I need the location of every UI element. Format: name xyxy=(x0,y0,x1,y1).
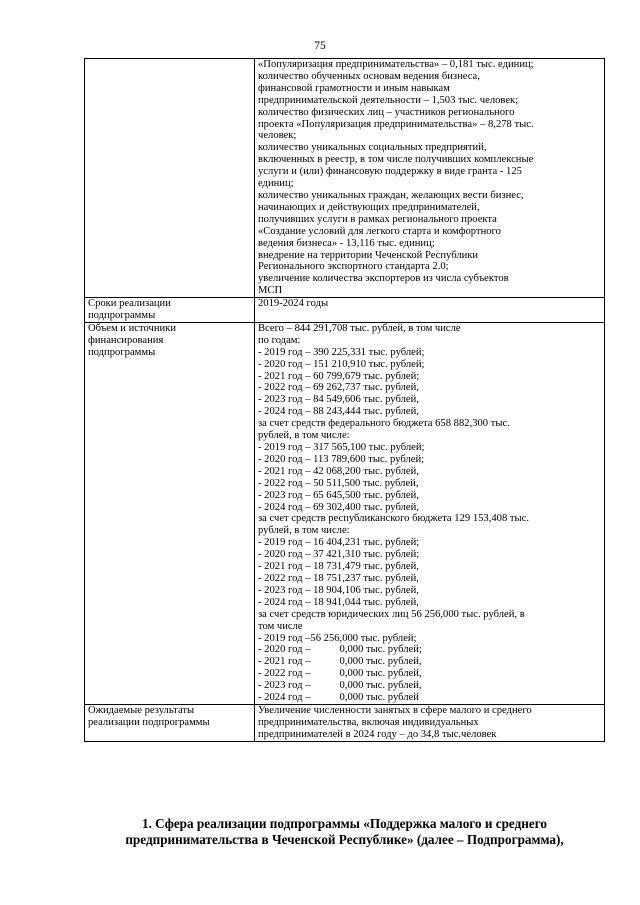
content-line: - 2022 год – 0,000 тыс. рублей, xyxy=(258,668,422,680)
content-line: предпринимателей в 2024 году – до 34,8 тыс.человек xyxy=(258,728,497,740)
content-line: ведения бизнеса» - 13,116 тыс. единиц; xyxy=(258,237,435,249)
content-line: - 2022 год – 69 262,737 тыс. рублей, xyxy=(258,382,419,394)
content-line: рублей, в том числе: xyxy=(258,525,350,537)
content-line: - 2022 год – 50 511,500 тыс. рублей, xyxy=(258,477,419,489)
label-line: подпрограммы xyxy=(88,310,156,322)
content-line: количество уникальных социальных предприятий, xyxy=(258,142,487,154)
content-line: - 2023 год – 65 645,500 тыс. рублей, xyxy=(258,489,419,501)
label-line: подпрограммы xyxy=(88,346,156,358)
content-line: единиц; xyxy=(258,178,294,190)
row-label-cell xyxy=(85,322,255,704)
table-row xyxy=(85,322,605,704)
content-line: количество уникальных граждан, желающих вести бизнес, xyxy=(258,189,524,201)
content-line: - 2023 год – 84 549,606 тыс. рублей, xyxy=(258,394,419,406)
content-line: том числе xyxy=(258,620,303,632)
content-line: МСП xyxy=(258,285,283,297)
content-line: за счет средств республиканского бюджета 129 153,408 тыс. xyxy=(258,513,529,525)
row-content-cell xyxy=(255,704,605,741)
content-line: - 2024 год – 0,000 тыс. рублей xyxy=(258,692,419,704)
content-line: - 2019 год – 390 225,331 тыс. рублей; xyxy=(258,346,425,358)
content-line: увеличение количества экспортеров из числа субъектов xyxy=(258,273,509,285)
heading-line: 1. Сфера реализации подпрограммы «Поддержка малого и среднего xyxy=(141,816,547,831)
row-label-cell xyxy=(85,704,255,741)
table-row xyxy=(85,298,605,323)
content-line: - 2021 год – 18 731,479 тыс. рублей, xyxy=(258,561,419,573)
content-line: - 2022 год – 18 751,237 тыс. рублей, xyxy=(258,572,419,584)
row-content-cell xyxy=(255,59,605,298)
page-number: 75 xyxy=(314,40,326,52)
section-heading xyxy=(84,816,605,847)
content-line: - 2023 год – 0,000 тыс. рублей, xyxy=(258,680,422,692)
content-line: Регионального экспортного стандарта 2.0; xyxy=(258,261,449,273)
content-line: предпринимательской деятельности – 1,503 тыс. человек; xyxy=(258,94,519,106)
content-line: по годам: xyxy=(258,334,301,346)
content-line: «Создание условий для легкого старта и комфортного xyxy=(258,225,501,237)
label-line: Ожидаемые результаты xyxy=(88,704,195,716)
content-line: количество обученных основам ведения бизнеса, xyxy=(258,70,480,82)
content-line: услуги и (или) финансовую поддержку в виде гранта - 125 xyxy=(258,166,522,178)
content-line: - 2024 год – 88 243,444 тыс. рублей, xyxy=(258,406,419,418)
label-line: финансирования xyxy=(88,334,164,346)
content-line: рублей, в том числе: xyxy=(258,430,350,442)
content-line: включенных в реестр, в том числе получивших комплексные xyxy=(258,154,534,166)
content-line: - 2024 год – 69 302,400 тыс. рублей, xyxy=(258,501,419,513)
content-line: - 2019 год –56 256,000 тыс. рублей; xyxy=(258,632,417,644)
table-body xyxy=(85,59,605,742)
content-line: - 2023 год – 18 904,106 тыс. рублей, xyxy=(258,584,419,596)
content-line: - 2020 год – 113 789,600 тыс. рублей; xyxy=(258,453,425,465)
heading-line: предпринимательства в Чеченской Республике» (далее – Подпрограмма), xyxy=(125,831,564,847)
content-line: Всего – 844 291,708 тыс. рублей, в том числе xyxy=(258,322,461,334)
table-row xyxy=(85,704,605,741)
content-line: - 2019 год – 16 404,231 тыс. рублей; xyxy=(258,537,420,549)
content-line: - 2021 год – 0,000 тыс. рублей, xyxy=(258,656,422,668)
content-line: - 2021 год – 60 799,679 тыс. рублей; xyxy=(258,370,420,382)
content-line: 2019-2024 годы xyxy=(258,298,329,310)
row-label-cell xyxy=(85,59,255,298)
content-line: количество физических лиц – участников регионального xyxy=(258,106,515,118)
label-line: Сроки реализации xyxy=(88,298,171,310)
content-line: получивших услуги в рамках регионального проекта xyxy=(258,213,497,225)
content-line: финансовой грамотности и иным навыкам xyxy=(258,82,450,94)
content-line: за счет средств федерального бюджета 658 882,300 тыс. xyxy=(258,418,510,430)
row-content-cell xyxy=(255,298,605,323)
content-line: - 2019 год – 317 565,100 тыс. рублей; xyxy=(258,442,425,453)
content-line: - 2024 год – 18 941,044 тыс. рублей, xyxy=(258,596,419,608)
label-line: Объем и источники xyxy=(88,322,176,334)
content-line: - 2020 год – 0,000 тыс. рублей; xyxy=(258,644,422,656)
content-line: - 2020 год – 151 210,910 тыс. рублей; xyxy=(258,358,425,370)
table-row xyxy=(85,59,605,298)
program-passport-table xyxy=(84,58,605,742)
content-line: за счет средств юридических лиц 56 256,000 тыс. рублей, в xyxy=(258,608,525,620)
row-content-cell xyxy=(255,322,605,704)
label-line: реализации подпрограммы xyxy=(88,716,210,728)
row-label-cell xyxy=(85,298,255,323)
content-line: внедрение на территории Чеченской Республики xyxy=(258,249,479,261)
content-line: человек; xyxy=(258,130,297,142)
content-line: - 2021 год – 42 068,200 тыс. рублей, xyxy=(258,465,419,477)
content-line: начинающих и действующих предпринимателей, xyxy=(258,201,480,213)
content-line: проекта «Популяризация предпринимательства» – 8,278 тыс. xyxy=(258,118,534,130)
content-line: - 2020 год – 37 421,310 тыс. рублей; xyxy=(258,549,420,561)
content-line: предпринимательства, включая индивидуальных xyxy=(258,716,479,728)
content-line: Увеличение численности занятых в сфере малого и среднего xyxy=(258,704,532,716)
content-line: «Популяризация предпринимательства» – 0,181 тыс. единиц; xyxy=(258,59,534,70)
